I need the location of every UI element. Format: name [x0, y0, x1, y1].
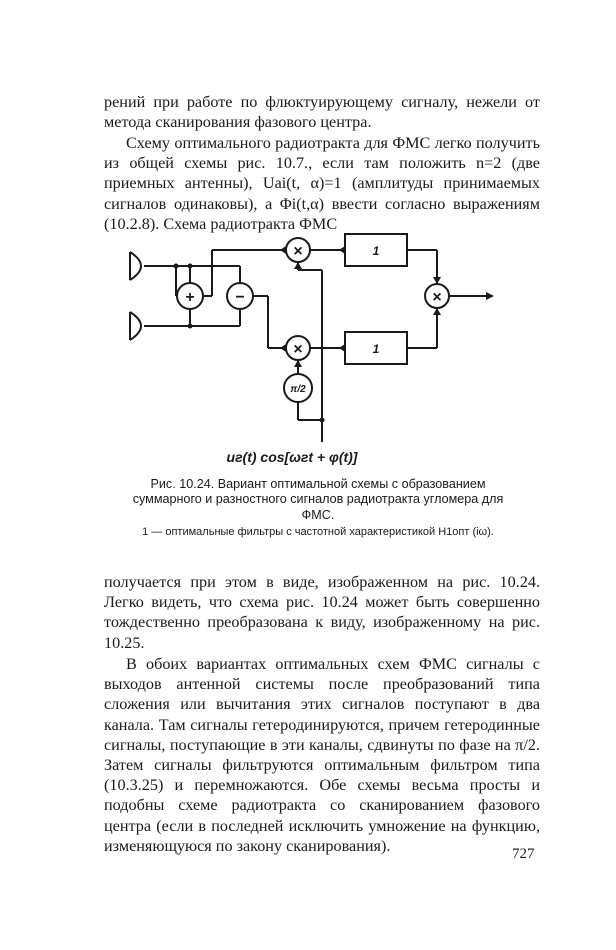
page-number: 727 [512, 846, 535, 862]
figure-note: 1 — оптимальные фильтры с частотной характеристикой H1опт (iω). [142, 526, 494, 538]
block-diagram-figure [100, 230, 530, 470]
arrow-head [280, 246, 286, 254]
antenna-1-icon [130, 252, 141, 280]
paragraph-1: рений при работе по флюктуирующему сигналу, нежели от метода сканирования фазового центра. [104, 93, 540, 132]
antenna-2-icon [130, 312, 141, 340]
figure-caption: Рис. 10.24. Вариант оптимальной схемы с образованием суммарного и разностного сигналов радиотракта угломера для ФМС. [132, 477, 504, 522]
paragraph-4: В обоих вариантах оптимальных схем ФМС сигналы с выходов антенной системы после преобразований типа сложения или вычитания этих сигналов поступают в два канала. Там сигналы гетеродинируются, причем гетеродинные сигналы, поступающие в эти каналы, сдвинуты по фазе на π/2. Затем сигналы фильтруются оптимальным фильтром типа (10.3.25) и перемножаются. Обе схемы весьма просты и подобны схеме радиотракта со сканированием фазового центра (если в последней исключить умножение на функцию, изменяющуюся по закону сканирования). [104, 655, 540, 855]
subtractor-symbol: − [235, 289, 245, 306]
filter-bottom-label: 1 [372, 342, 380, 356]
mixer-output-symbol: × [432, 289, 442, 306]
phase-shifter-label: π/2 [290, 384, 306, 395]
adder-symbol: + [185, 289, 195, 306]
paragraph-3: получается при этом в виде, изображенном на рис. 10.24. Легко видеть, что схема рис. 10.24 может быть совершенно тождественно преобразована к виду, изображенному на рис. 10.25. [104, 573, 540, 652]
mixer-bottom-symbol: × [293, 341, 303, 358]
heterodyne-signal-label: uг(t) cos[ωгt + φ(t)] [226, 449, 358, 465]
mixer-top-symbol: × [293, 243, 303, 260]
paragraph-2: Схему оптимального радиотракта для ФМС легко получить из общей схемы рис. 10.7., если там положить n=2 (две приемных антенны), Uai(t, α)=1 (амплитуды принимаемых сигналов одинаковы), а Φi(t,α) ввести согласно выражениям (10.2.8). Схема радиотракта ФМС [104, 134, 540, 233]
filter-top-label: 1 [372, 244, 380, 258]
